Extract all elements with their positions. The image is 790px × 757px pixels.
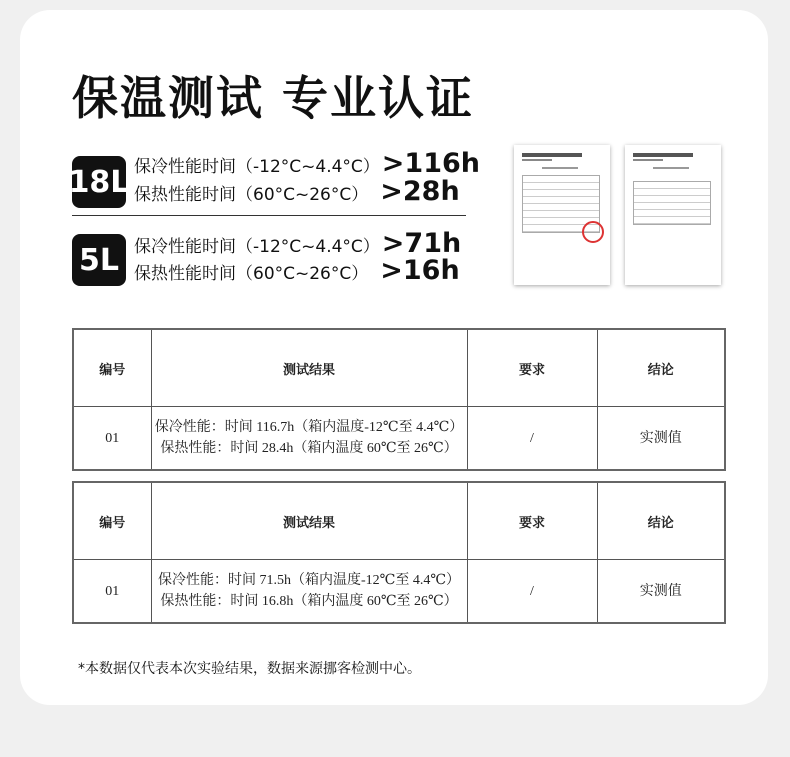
cell-id: 01 (73, 560, 151, 624)
results-table-18l (72, 328, 726, 471)
result-line-cold: 保冷性能：时间 116.7h（箱内温度-12℃至 4.4℃） (154, 420, 464, 435)
header-requirement: 要求 (467, 482, 597, 560)
header-conclusion: 结论 (597, 329, 725, 407)
cell-conclusion: 实测值 (597, 560, 725, 624)
result-line-heat: 保热性能：时间 28.4h（箱内温度 60℃至 26℃） (160, 441, 458, 456)
footnote: *本数据仅代表本次实验结果，数据来源挪客检测中心。 (78, 661, 421, 677)
spec-divider (72, 215, 466, 216)
heat-spec-value: >16h (380, 255, 460, 286)
certificate-image-1 (514, 145, 610, 285)
result-line-heat: 保热性能：时间 16.8h（箱内温度 60℃至 26℃） (160, 594, 458, 609)
cell-requirement: / (467, 560, 597, 624)
header-conclusion: 结论 (597, 482, 725, 560)
header-id: 编号 (73, 482, 151, 560)
table-row (73, 560, 725, 624)
heat-spec-18l (134, 176, 460, 206)
cold-spec-18l (134, 148, 480, 178)
result-line-cold: 保冷性能：时间 71.5h（箱内温度-12℃至 4.4℃） (158, 573, 460, 588)
cell-result (151, 407, 467, 471)
header-result: 测试结果 (151, 482, 467, 560)
page-title: 保温测试 专业认证 (72, 71, 475, 125)
content-card (20, 10, 768, 705)
certificate-image-2 (625, 145, 721, 285)
cell-conclusion: 实测值 (597, 407, 725, 471)
capacity-badge-5l: 5L (72, 234, 126, 286)
cell-id: 01 (73, 407, 151, 471)
cell-requirement: / (467, 407, 597, 471)
header-requirement: 要求 (467, 329, 597, 407)
cold-spec-value: >71h (381, 228, 462, 259)
table-header-row (73, 329, 725, 407)
table-row (73, 407, 725, 471)
cold-spec-5l (134, 228, 461, 258)
heat-spec-label: 保热性能时间（60°C~26°C） (134, 264, 369, 284)
table-header-row (73, 482, 725, 560)
capacity-badge-18l: 18L (72, 156, 126, 208)
cold-spec-value: >116h (381, 148, 481, 179)
header-result: 测试结果 (151, 329, 467, 407)
heat-spec-value: >28h (380, 176, 460, 207)
cold-spec-label: 保冷性能时间（-12°C~4.4°C） (134, 237, 380, 257)
cell-result (151, 560, 467, 624)
heat-spec-label: 保热性能时间（60°C~26°C） (134, 185, 369, 205)
heat-spec-5l (134, 255, 460, 285)
header-id: 编号 (73, 329, 151, 407)
results-table-5l (72, 481, 726, 624)
cold-spec-label: 保冷性能时间（-12°C~4.4°C） (134, 157, 380, 177)
